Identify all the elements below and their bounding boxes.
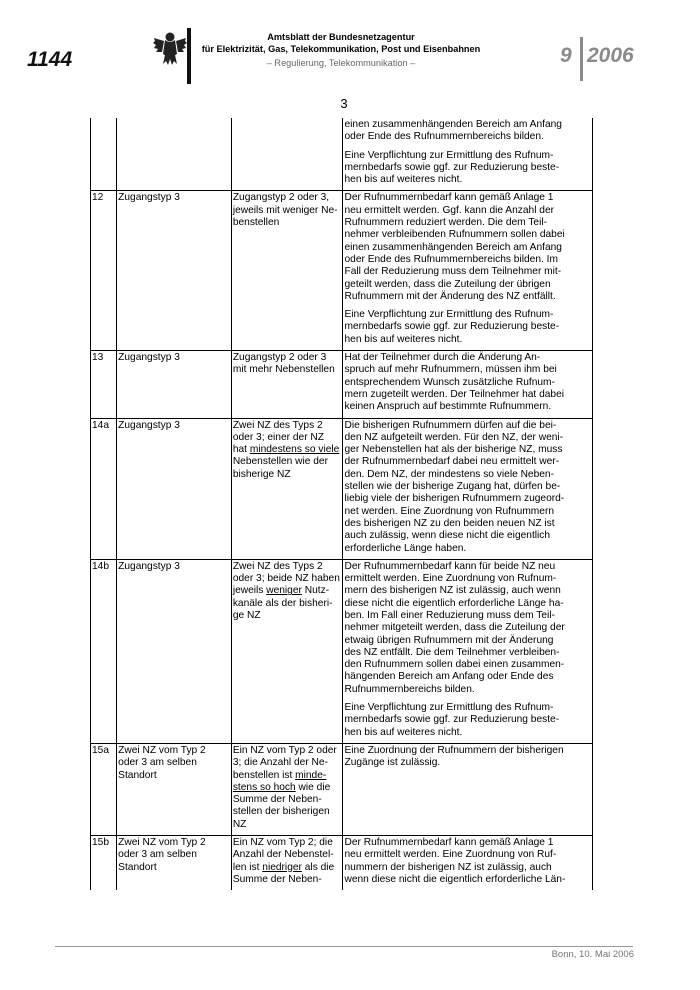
table-row <box>91 351 593 418</box>
description-paragraph <box>344 745 591 770</box>
issue-divider <box>580 37 583 81</box>
cell-ist <box>117 418 232 559</box>
cell-line: len ist niedriger als die <box>232 861 335 873</box>
cell-line: Rufnummern reduziert werden. Die dem Teil- <box>344 217 547 229</box>
cell-description <box>343 191 593 351</box>
cell-line: Standort <box>118 861 157 873</box>
cell-soll <box>231 191 343 351</box>
cell-line: stellen der bisherigen <box>232 806 330 818</box>
cell-line: Eine Verpflichtung zur Ermittlung des Rufnum- <box>344 149 554 161</box>
cell-soll <box>231 559 343 743</box>
cell-description <box>343 118 593 191</box>
cell-line: mernbedarfs sowie ggf. zur Reduzierung beste- <box>344 714 560 726</box>
header-title-line1: Amtsblatt der Bundesnetzagentur <box>267 32 415 42</box>
description-paragraph <box>344 702 591 739</box>
cell-line: Eine Zuordnung der Rufnummern der bisherigen <box>344 744 564 756</box>
section-label: 3 <box>340 96 348 111</box>
cell-line: spruch auf mehr Rufnummern, müssen ihm bei <box>344 364 557 376</box>
cell-line: des NZ entfällt. Die dem Teilnehmer verbleiben- <box>344 646 560 658</box>
table-row <box>91 191 593 351</box>
cell-line: mit mehr Nebenstellen <box>232 364 335 376</box>
cell-line: benstellen ist minde- <box>232 769 327 781</box>
cell-line: Standort <box>118 769 157 781</box>
cell-line: hen bis auf weiteres nicht. <box>344 726 463 738</box>
cell-line: stellen wie der bisherige Zugang hat, dürfen be- <box>344 481 561 493</box>
cell-line: Zugangstyp 2 oder 3 <box>232 352 327 364</box>
cell-line: Ein NZ vom Typ 2 oder <box>232 744 337 756</box>
header-subtitle: – Regulierung, Telekommunikation – <box>266 58 416 68</box>
cell-line: nehmer verbleibenden Rufnummern sollen dabei <box>344 229 565 241</box>
description-paragraph <box>344 119 591 144</box>
cell-line: oder Ende des Rufnummernbereichs bilden. Im <box>344 253 558 265</box>
cell-line: Der Rufnummernbedarf kann gemäß Anlage 1 <box>344 192 554 204</box>
cell-line: den Rufnummern sollen dabei einen zusammen- <box>344 659 565 671</box>
cell-line: Zugangstyp 3 <box>118 560 180 572</box>
cell-ist <box>117 559 232 743</box>
regulation-table <box>90 118 593 890</box>
cell-line: Nebenstellen wie der <box>232 456 328 468</box>
cell-number: 14a <box>91 418 117 559</box>
cell-line: neu ermittelt werden. Eine Zuordnung von Ruf- <box>344 849 557 861</box>
cell-soll <box>231 836 343 891</box>
cell-number: 14b <box>91 559 117 743</box>
cell-line: Zwei NZ des Typs 2 <box>232 560 323 572</box>
cell-line: oder 3 am selben <box>118 757 197 769</box>
cell-line: hat mindestens so viele <box>232 444 340 456</box>
cell-line: Zugangstyp 3 <box>118 192 180 204</box>
cell-description <box>343 559 593 743</box>
cell-line: Eine Verpflichtung zur Ermittlung des Rufnum- <box>344 309 554 321</box>
cell-number: 15a <box>91 743 117 835</box>
description-paragraph <box>344 561 591 696</box>
header-title-line2: für Elektrizität, Gas, Telekommunikation, Post und Eisenbahnen <box>201 44 481 54</box>
cell-description <box>343 743 593 835</box>
cell-line: ben. Im Fall einer Reduzierung muss dem Teil- <box>344 609 555 621</box>
cell-line: Rufnummern mit der Änderung des NZ entfällt. <box>344 290 556 302</box>
description-paragraph <box>344 309 591 346</box>
cell-line: nehmer mitgeteilt werden, dass die Zuteilung der <box>344 622 565 634</box>
table-row <box>91 836 593 891</box>
table-row <box>91 418 593 559</box>
cell-line: ermittelt werden. Eine Zuordnung von Rufnum- <box>344 573 557 585</box>
cell-line: Zugänge ist zulässig. <box>344 757 441 769</box>
cell-line: Anzahl der Nebenstel- <box>232 849 334 861</box>
table-row <box>91 743 593 835</box>
cell-line: hängenden Bereich am Anfang oder Ende des <box>344 671 554 683</box>
cell-line: Zugangstyp 3 <box>118 352 180 364</box>
cell-line: Die bisherigen Rufnummern dürfen auf die bei- <box>344 419 557 431</box>
header-divider <box>187 28 191 84</box>
cell-ist <box>117 118 232 191</box>
header-title <box>196 31 486 55</box>
description-paragraph <box>344 352 591 413</box>
cell-line: jeweils weniger Nutz- <box>232 585 330 597</box>
footer-date: Bonn, 10. Mai 2006 <box>551 949 634 960</box>
description-paragraph <box>344 150 591 187</box>
cell-ist <box>117 836 232 891</box>
cell-number <box>91 118 117 191</box>
cell-line: Ein NZ vom Typ 2; die <box>232 837 333 849</box>
cell-line: hen bis auf weiteres nicht. <box>344 333 463 345</box>
cell-line: geteilt werden, dass die Zuteilung der übrigen <box>344 278 551 290</box>
cell-line: einen zusammenhängenden Bereich am Anfang <box>344 241 562 253</box>
cell-ist <box>117 351 232 418</box>
cell-line: mern zugeteilt werden. Der Teilnehmer hat dabei <box>344 388 565 400</box>
cell-line: der Rufnummernbedarf dabei neu ermittelt wer- <box>344 456 560 468</box>
cell-soll <box>231 743 343 835</box>
cell-line: Rufnummernbereichs bilden. <box>344 683 475 695</box>
cell-line: Zugangstyp 3 <box>118 419 180 431</box>
cell-line: NZ <box>232 818 247 830</box>
table-row <box>91 559 593 743</box>
cell-number: 12 <box>91 191 117 351</box>
cell-description <box>343 836 593 891</box>
cell-line: etwaig übrigen Rufnummern mit der Änderung <box>344 634 554 646</box>
cell-line: 3; die Anzahl der Ne- <box>232 757 328 769</box>
cell-line: auch zulässig, wenn diese nicht die eigentlich <box>344 530 551 542</box>
issue-year: 2006 <box>587 44 634 67</box>
cell-line: stens so hoch wie die <box>232 781 331 793</box>
cell-soll <box>231 351 343 418</box>
cell-line: liebig viele der bisherigen Rufnummern zugeord- <box>344 493 565 505</box>
cell-line: Fall der Reduzierung muss dem Teilnehmer mit- <box>344 266 562 278</box>
cell-line: Summe der Neben- <box>232 873 322 885</box>
description-paragraph <box>344 420 591 555</box>
cell-line: Der Rufnummernbedarf kann gemäß Anlage 1 <box>344 837 554 849</box>
cell-line: Der Rufnummernbedarf kann für beide NZ neu <box>344 560 556 572</box>
cell-line: net werden. Eine Zuordnung von Rufnummern <box>344 505 555 517</box>
cell-line: Zwei NZ vom Typ 2 <box>118 744 206 756</box>
cell-line: oder 3 am selben <box>118 849 197 861</box>
cell-line: keinen Anspruch auf bestimmte Rufnummern. <box>344 401 552 413</box>
cell-line: einen zusammenhängenden Bereich am Anfang <box>344 119 562 130</box>
cell-line: wenn diese nicht die eigentlich erforderliche Län- <box>344 873 566 885</box>
cell-line: oder 3; beide NZ haben <box>232 573 340 585</box>
cell-line: entsprechendem Wunsch zusätzliche Rufnum- <box>344 376 555 388</box>
cell-line: Summe der Neben- <box>232 794 322 806</box>
cell-line: Hat der Teilnehmer durch die Änderung An- <box>344 352 541 364</box>
cell-soll <box>231 418 343 559</box>
cell-line: bisherige NZ <box>232 468 291 480</box>
cell-line: erforderliche Länge haben. <box>344 542 467 554</box>
cell-line: Eine Verpflichtung zur Ermittlung des Rufnum- <box>344 702 554 714</box>
cell-line: ge NZ <box>232 609 261 621</box>
cell-ist <box>117 743 232 835</box>
cell-line: den NZ aufgeteilt werden. Für den NZ, der weni- <box>344 431 564 443</box>
cell-number: 15b <box>91 836 117 891</box>
cell-line: mernbedarfs sowie ggf. zur Reduzierung beste- <box>344 321 560 333</box>
cell-line: nummern der bisherigen NZ ist zulässig, auch <box>344 861 552 873</box>
description-paragraph <box>344 837 591 886</box>
description-paragraph <box>344 192 591 303</box>
cell-line: Zugangstyp 2 oder 3, <box>232 192 330 204</box>
cell-line: benstellen <box>232 217 280 229</box>
cell-line: Zwei NZ des Typs 2 <box>232 419 323 431</box>
page-number: 1144 <box>27 48 73 71</box>
cell-ist <box>117 191 232 351</box>
cell-line: diese nicht die eigentlich erforderliche Länge ha- <box>344 597 564 609</box>
cell-description <box>343 351 593 418</box>
cell-line: des bisherigen NZ zu den beiden neuen NZ ist <box>344 517 555 529</box>
cell-line: mernbedarfs sowie ggf. zur Reduzierung beste- <box>344 161 560 173</box>
cell-line: oder 3; einer der NZ <box>232 431 324 443</box>
cell-line: mern des bisherigen NZ ist zulässig, auch wenn <box>344 585 561 597</box>
cell-line: ger Nebenstellen hat als der bisherige NZ, muss <box>344 444 563 456</box>
cell-line: kanäle als der bisheri- <box>232 597 333 609</box>
cell-description <box>343 418 593 559</box>
cell-line: oder Ende des Rufnummernbereichs bilden. <box>344 131 544 143</box>
issue-number: 9 <box>560 44 572 67</box>
federal-eagle-icon <box>152 28 188 68</box>
cell-line: neu ermittelt werden. Ggf. kann die Anzahl der <box>344 204 555 216</box>
cell-line: hen bis auf weiteres nicht. <box>344 174 463 186</box>
cell-line: jeweils mit weniger Ne- <box>232 204 338 216</box>
cell-soll <box>231 118 343 191</box>
cell-line: den. Dem NZ, der mindestens so viele Neben- <box>344 468 554 480</box>
table-row <box>91 118 593 191</box>
cell-number: 13 <box>91 351 117 418</box>
cell-line: Zwei NZ vom Typ 2 <box>118 837 206 849</box>
footer-divider <box>55 946 633 947</box>
